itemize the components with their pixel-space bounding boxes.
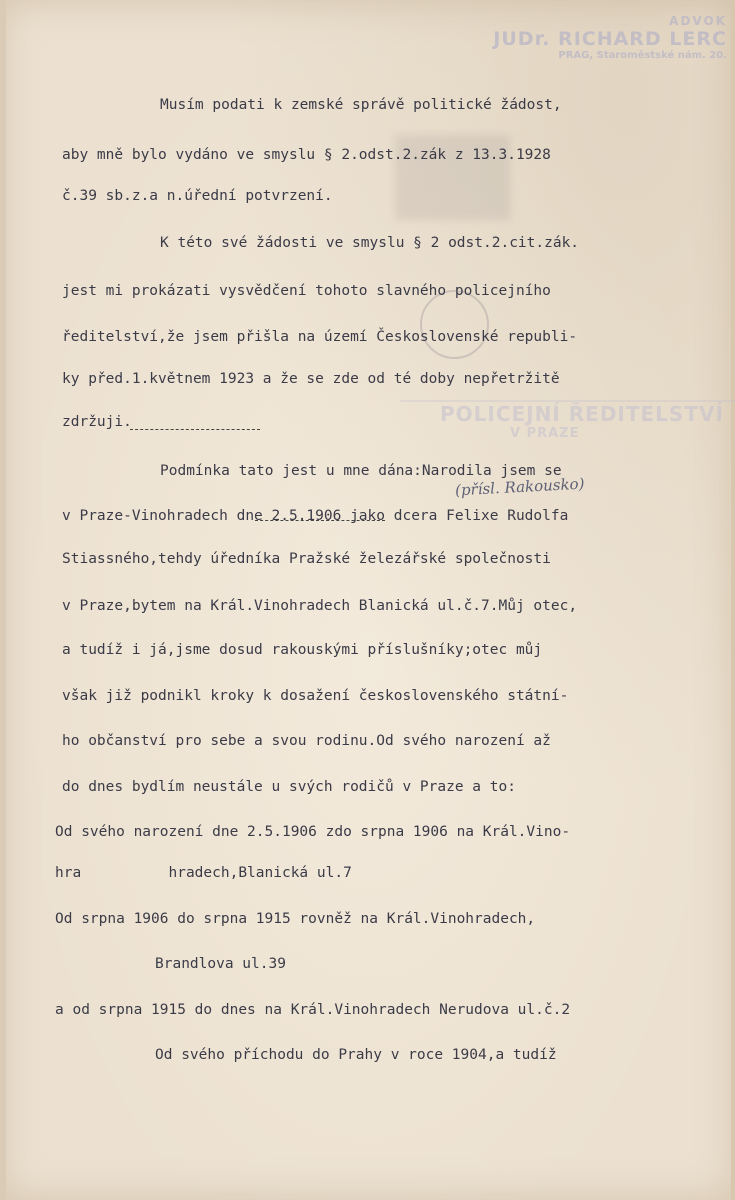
- text-line: Podmínka tato jest u mne dána:Narodila jsem se: [160, 463, 562, 479]
- stamp-line-1: ADVOK: [669, 14, 727, 28]
- bleed-line-2: V PRAZE: [510, 426, 580, 441]
- text-line: Brandlova ul.39: [155, 956, 286, 972]
- lawyer-stamp: [490, 14, 735, 84]
- dashed-underline: [130, 428, 260, 430]
- text-line: aby mně bylo vydáno ve smyslu § 2.odst.2.zák z 13.3.1928: [62, 147, 551, 163]
- paper-edge-left: [0, 0, 6, 1200]
- text-line: Od svého narození dne 2.5.1906 zdo srpna 1906 na Král.Vino-: [55, 824, 571, 840]
- text-line: v Praze,bytem na Král.Vinohradech Blanická ul.č.7.Můj otec,: [62, 598, 578, 614]
- text-line: hra hradech,Blanická ul.7: [55, 865, 352, 881]
- text-line: ho občanství pro sebe a svou rodinu.Od svého narození až: [62, 733, 551, 749]
- text-line: a tudíž i já,jsme dosud rakouskými příslušníky;otec můj: [62, 642, 543, 658]
- text-line: Od srpna 1906 do srpna 1915 rovněž na Král.Vinohradech,: [55, 911, 536, 927]
- stamp-line-3: PRAG, Staroměstské nám. 20.: [558, 50, 727, 61]
- date-underline: [255, 519, 385, 521]
- round-stamp-mark: [420, 290, 489, 359]
- text-line: K této své žádosti ve smyslu § 2 odst.2.cit.zák.: [160, 235, 580, 251]
- handwritten-annotation: (přísl. Rakousko): [454, 474, 585, 500]
- text-line: v Praze-Vinohradech dne 2.5.1906 jako dcera Felixe Rudolfa: [62, 508, 569, 524]
- text-line: Od svého příchodu do Prahy v roce 1904,a tudíž: [155, 1047, 557, 1063]
- text-line: a od srpna 1915 do dnes na Král.Vinohradech Nerudova ul.č.2: [55, 1002, 571, 1018]
- text-line: však již podnikl kroky k dosažení československého státní-: [62, 688, 569, 704]
- bleed-line-1: POLICEJNÍ ŘEDITELSTVÍ: [440, 402, 724, 426]
- police-stamp-bleed-through: [400, 400, 735, 470]
- text-line: do dnes bydlím neustále u svých rodičů v Praze a to:: [62, 779, 516, 795]
- text-line: Musím podati k zemské správě politické žádost,: [160, 97, 562, 113]
- stamp-line-2: JUDr. RICHARD LERC: [493, 28, 727, 50]
- text-line: jest mi prokázati vysvědčení tohoto slavného policejního: [62, 283, 551, 299]
- text-line: Stiassného,tehdy úředníka Pražské železářské společnosti: [62, 551, 551, 567]
- text-line: ky před.1.květnem 1923 a že se zde od té doby nepřetržitě: [62, 371, 560, 387]
- text-line: ředitelství,že jsem přišla na území Československé republi-: [62, 329, 578, 345]
- text-line: č.39 sb.z.a n.úřední potvrzení.: [62, 188, 333, 204]
- text-line: zdržuji.: [62, 414, 132, 430]
- paper-edge-right: [731, 0, 735, 1200]
